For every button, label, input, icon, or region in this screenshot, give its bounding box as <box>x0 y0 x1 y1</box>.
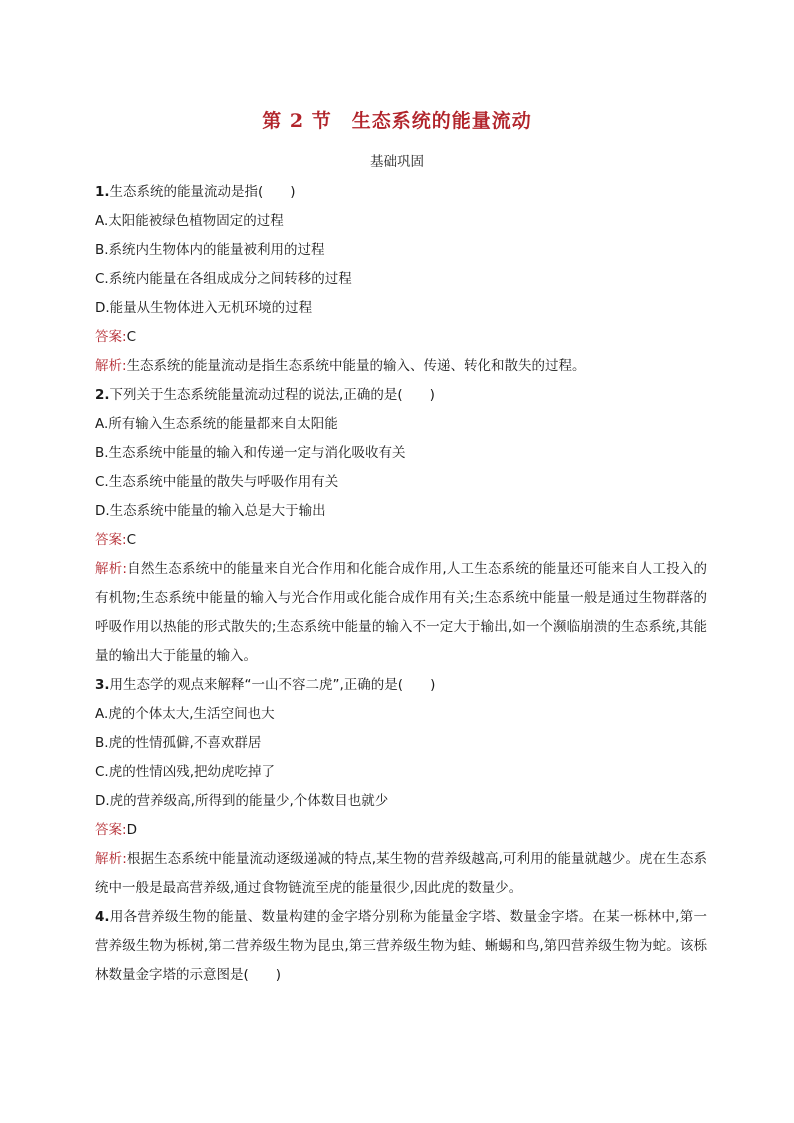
question-text: 用各营养级生物的能量、数量构建的金字塔分别称为能量金字塔、数量金字塔。在某一栎林中,第一营养级生物为栎树,第二营养级生物为昆虫,第三营养级生物为蛙、蜥蜴和鸟,第四营养级生物为蛇。该栎林数量金字塔的示意图是( ) <box>95 909 707 983</box>
option-a: A.虎的个体太大,生活空间也大 <box>95 706 275 722</box>
option-d: D.生态系统中能量的输入总是大于输出 <box>95 503 326 519</box>
analysis-paragraph <box>95 845 707 903</box>
answer-line <box>95 323 707 352</box>
answer-value: C <box>126 532 136 548</box>
option-a: A.所有输入生态系统的能量都来自太阳能 <box>95 416 338 432</box>
answer-line <box>95 526 707 555</box>
option-d: D.虎的营养级高,所得到的能量少,个体数目也就少 <box>95 793 389 809</box>
question-number: 4. <box>95 909 110 925</box>
analysis-label: 解析: <box>95 358 127 374</box>
question-number: 3. <box>95 677 110 693</box>
option-c: C.系统内能量在各组成成分之间转移的过程 <box>95 271 352 287</box>
analysis-paragraph <box>95 555 707 671</box>
analysis-text: 根据生态系统中能量流动逐级递减的特点,某生物的营养级越高,可利用的能量就越少。虎在生态系统中一般是最高营养级,通过食物链流至虎的能量很少,因此虎的数量少。 <box>95 851 707 896</box>
section-heading: 基础巩固 <box>370 154 424 170</box>
page-title: 第 2 节 生态系统的能量流动 <box>262 110 532 132</box>
option-c: C.生态系统中能量的散失与呼吸作用有关 <box>95 474 339 490</box>
option-b: B.虎的性情孤僻,不喜欢群居 <box>95 735 262 751</box>
question-stem <box>95 178 707 207</box>
option-b: B.生态系统中能量的输入和传递一定与消化吸收有关 <box>95 445 406 461</box>
question-stem <box>95 671 707 700</box>
answer-label: 答案: <box>95 532 127 548</box>
option-a: A.太阳能被绿色植物固定的过程 <box>95 213 284 229</box>
question-number: 1. <box>95 184 110 200</box>
question-stem <box>95 903 707 990</box>
answer-line <box>95 816 707 845</box>
option-b: B.系统内生物体内的能量被利用的过程 <box>95 242 325 258</box>
analysis-paragraph <box>95 352 707 381</box>
answer-value: C <box>126 329 136 345</box>
analysis-text: 自然生态系统中的能量来自光合作用和化能合成作用,人工生态系统的能量还可能来自人工投入的有机物;生态系统中能量的输入与光合作用或化能合成作用有关;生态系统中能量一般是通过生物群落的呼吸作用以热能的形式散失的;生态系统中能量的输入不一定大于输出,如一个濒临崩溃的生态系统,其能量的输出大于能量的输入。 <box>95 561 707 664</box>
option-c: C.虎的性情凶残,把幼虎吃掉了 <box>95 764 276 780</box>
answer-value: D <box>126 822 137 838</box>
analysis-text: 生态系统的能量流动是指生态系统中能量的输入、传递、转化和散失的过程。 <box>126 358 586 374</box>
answer-label: 答案: <box>95 329 127 345</box>
question-text: 下列关于生态系统能量流动过程的说法,正确的是( ) <box>109 387 435 403</box>
question-text: 生态系统的能量流动是指( ) <box>109 184 296 200</box>
analysis-label: 解析: <box>95 561 127 577</box>
question-stem <box>95 381 707 410</box>
question-number: 2. <box>95 387 110 403</box>
answer-label: 答案: <box>95 822 127 838</box>
question-content <box>95 178 707 990</box>
question-text: 用生态学的观点来解释“一山不容二虎”,正确的是( ) <box>109 677 436 693</box>
analysis-label: 解析: <box>95 851 127 867</box>
option-d: D.能量从生物体进入无机环境的过程 <box>95 300 313 316</box>
